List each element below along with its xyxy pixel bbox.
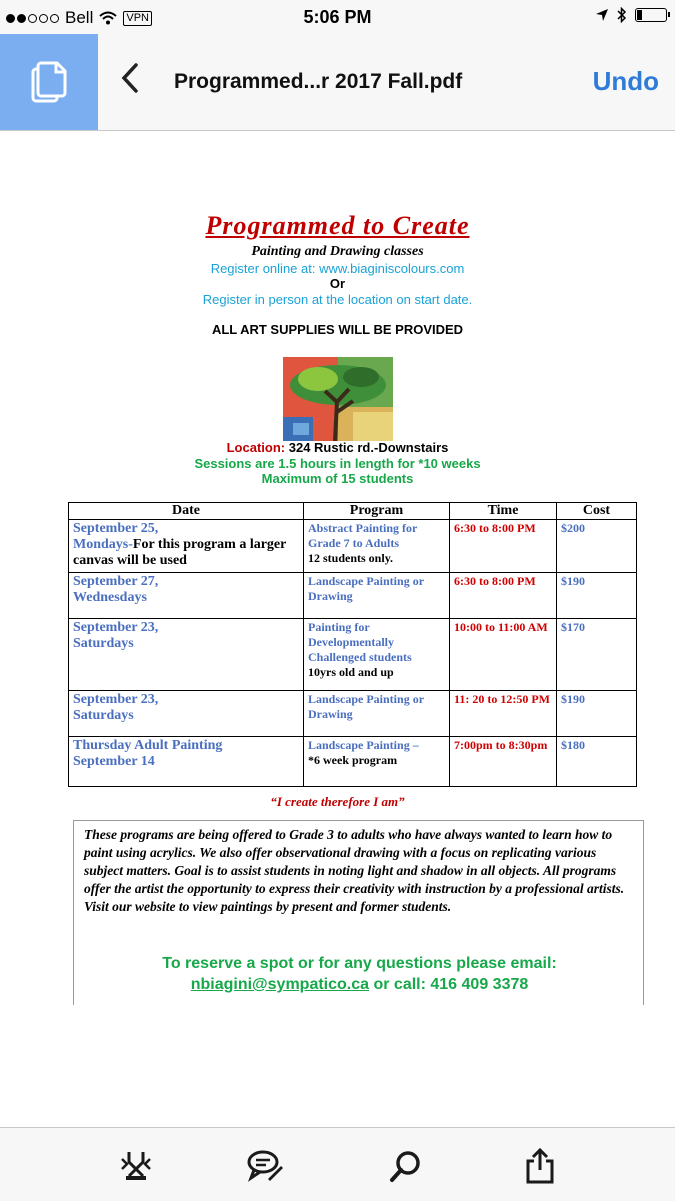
markup-icon (119, 1149, 153, 1183)
bluetooth-icon (617, 7, 627, 23)
search-icon (389, 1149, 423, 1183)
flyer-title: Programmed to Create (205, 211, 470, 240)
comment-button[interactable] (245, 1146, 285, 1186)
carrier-name: Bell (65, 8, 94, 27)
row-time: 7:00pm to 8:30pm (450, 737, 557, 787)
schedule-table (68, 502, 637, 787)
contact-line1: To reserve a spot or for any questions please email: (162, 955, 557, 972)
max-students-text: Maximum of 15 students (261, 471, 414, 486)
pdf-page (0, 131, 675, 1006)
battery-icon (635, 8, 667, 22)
location-line (0, 440, 675, 455)
visit-website-text: Visit our website to view paintings by present and former students. (84, 899, 452, 914)
date-line1: Thursday Adult Painting (73, 738, 223, 753)
date-day: Mondays- (73, 537, 133, 552)
document-copy-icon (29, 59, 69, 105)
share-icon (523, 1147, 557, 1185)
row-date (69, 619, 304, 691)
share-button[interactable] (520, 1146, 560, 1186)
location-arrow-icon (595, 8, 609, 22)
program-name: Abstract Painting for Grade 7 to Adults (308, 521, 418, 550)
row-cost: $190 (557, 573, 637, 619)
status-bar (0, 0, 675, 34)
row-program (304, 520, 450, 573)
table-row (69, 691, 637, 737)
document-list-button[interactable] (0, 34, 98, 130)
call-text: or call: 416 409 3378 (369, 976, 529, 993)
row-date (69, 737, 304, 787)
location-value: 324 Rustic rd.-Downstairs (288, 440, 449, 455)
row-program (304, 619, 450, 691)
date-line2: Saturdays (73, 636, 134, 651)
vpn-badge: VPN (123, 11, 152, 26)
row-time: 11: 20 to 12:50 PM (450, 691, 557, 737)
program-note: 12 students only. (308, 551, 394, 565)
table-header-row (69, 503, 637, 520)
header-cost: Cost (557, 503, 637, 520)
back-button[interactable] (120, 62, 140, 100)
tree-painting-image (283, 357, 393, 441)
date-line1: September 25, (73, 521, 159, 536)
date-line1: September 27, (73, 574, 159, 589)
bottom-toolbar (0, 1127, 675, 1201)
header-time: Time (450, 503, 557, 520)
description-text (84, 826, 634, 916)
search-button[interactable] (386, 1146, 426, 1186)
table-row (69, 737, 637, 787)
register-online-text: Register online at: www.biaginiscolours.com (210, 261, 465, 276)
date-line2 (73, 537, 299, 569)
program-note: 10yrs old and up (308, 665, 394, 679)
supplies-text: ALL ART SUPPLIES WILL BE PROVIDED (211, 322, 464, 337)
row-cost: $190 (557, 691, 637, 737)
email-link[interactable]: nbiagini@sympatico.ca (190, 976, 370, 993)
row-time: 6:30 to 8:00 PM (450, 573, 557, 619)
row-cost: $200 (557, 520, 637, 573)
markup-button[interactable] (116, 1146, 156, 1186)
contact-line2 (74, 976, 645, 994)
date-note: For this program a larger canvas will be used (73, 537, 287, 568)
undo-button[interactable]: Undo (592, 66, 659, 96)
status-time: 5:06 PM (303, 7, 372, 27)
program-note: *6 week program (308, 753, 398, 767)
table-row (69, 619, 637, 691)
comment-icon (246, 1149, 284, 1183)
program-name: Landscape Painting – (308, 738, 419, 752)
date-line1: September 23, (73, 620, 159, 635)
date-line2: Wednesdays (73, 590, 147, 605)
row-time: 10:00 to 11:00 AM (450, 619, 557, 691)
program-name: Painting for Developmentally Challenged students (308, 620, 412, 664)
header-date: Date (69, 503, 304, 520)
table-row (69, 573, 637, 619)
row-date (69, 691, 304, 737)
quote-text: “I create therefore I am” (270, 794, 405, 809)
register-person-text: Register in person at the location on start date. (202, 292, 473, 307)
row-cost: $170 (557, 619, 637, 691)
info-box (73, 820, 644, 1005)
row-program: Landscape Painting or Drawing (304, 573, 450, 619)
row-cost: $180 (557, 737, 637, 787)
status-right (595, 7, 667, 23)
row-date (69, 573, 304, 619)
table-row (69, 520, 637, 573)
document-title: Programmed...r 2017 Fall.pdf (174, 70, 463, 93)
row-program: Landscape Painting or Drawing (304, 691, 450, 737)
row-date (69, 520, 304, 573)
or-text: Or (329, 276, 346, 291)
flyer-subtitle: Painting and Drawing classes (251, 244, 424, 259)
location-label: Location: (226, 440, 286, 455)
header-program: Program (304, 503, 450, 520)
date-line2: September 14 (73, 754, 155, 769)
date-line1: September 23, (73, 692, 159, 707)
row-program (304, 737, 450, 787)
row-time: 6:30 to 8:00 PM (450, 520, 557, 573)
nav-bar (0, 34, 675, 131)
description-paragraph: These programs are being offered to Grade 3 to adults who have always wanted to learn how to paint using acrylics. We also offer observational drawing with a focus on replicating various subject matters. Goal is to assist students in noting light and shadow in all objects. All programs offer the artist the opportunity to express their creativity with instruction by a professional artists. (84, 827, 625, 896)
sessions-text: Sessions are 1.5 hours in length for *10 weeks (194, 456, 481, 471)
date-line2: Saturdays (73, 708, 134, 723)
chevron-left-icon (120, 62, 140, 94)
